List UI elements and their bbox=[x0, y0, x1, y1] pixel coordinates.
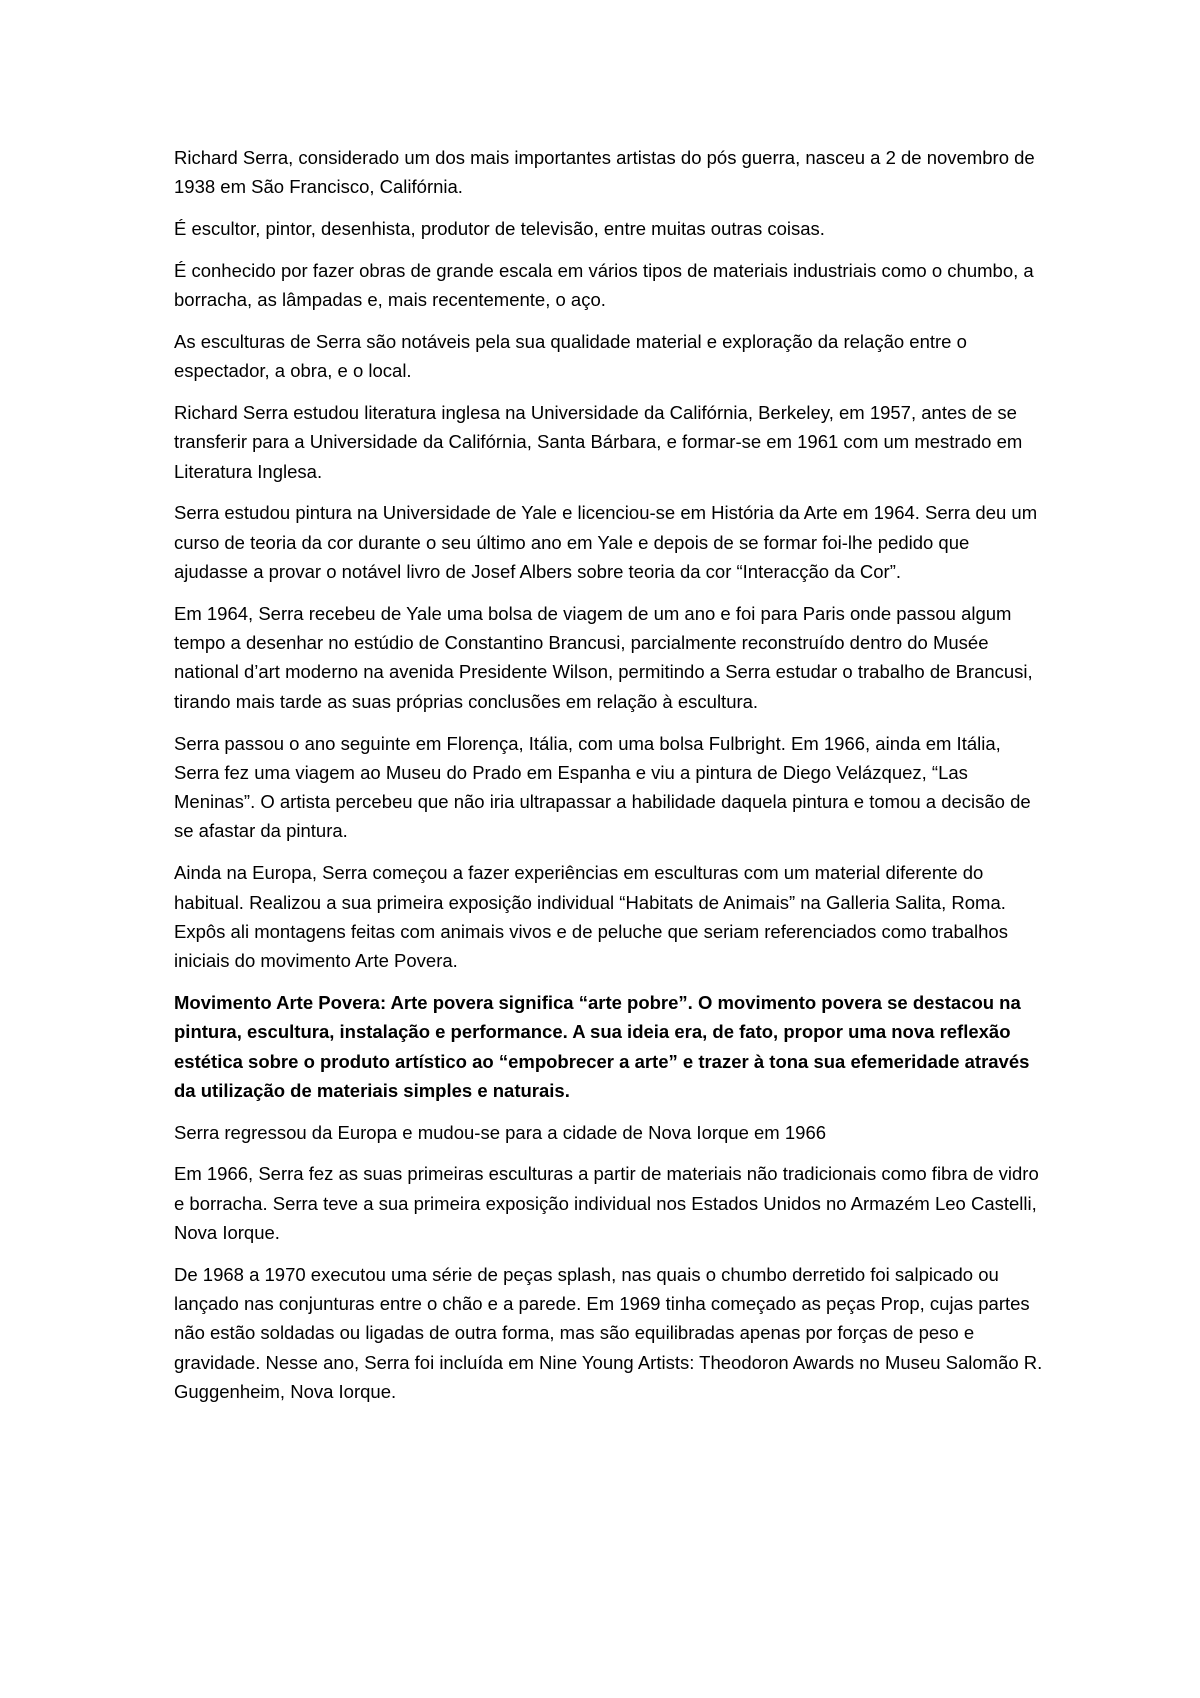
paragraph-yale: Serra estudou pintura na Universidade de Yale e licenciou-se em História da Arte em 1964. Serra deu um curso de teoria da cor durante o seu último ano em Yale e depois de se formar foi-lhe pedido que ajudasse a provar o notável livro de Josef Albers sobre teoria da cor “Interacção da Cor”. bbox=[174, 502, 1038, 583]
paragraph-sculptures: As esculturas de Serra são notáveis pela sua qualidade material e exploração da relação entre o espectador, a obra, e o local. bbox=[174, 330, 967, 382]
document-body bbox=[174, 143, 1044, 1419]
paragraph-arte-povera: Movimento Arte Povera: Arte povera significa “arte pobre”. O movimento povera se destacou na pintura, escultura, instalação e performance. A sua ideia era, de fato, propor uma nova reflexão estética sobre o produto artístico ao “empobrecer a arte” e trazer à tona sua efemeridade através da utilização de materiais simples e naturais. bbox=[174, 991, 1030, 1101]
paragraph-europe: Ainda na Europa, Serra começou a fazer experiências em esculturas com um material diferente do habitual. Realizou a sua primeira exposição individual “Habitats de Animais” na Galleria Salita, Roma. Expôs ali montagens feitas com animais vivos e de peluche que seriam referenciados como trabalhos iniciais do movimento Arte Povera. bbox=[174, 862, 1008, 972]
paragraph-first-sculptures: Em 1966, Serra fez as suas primeiras esculturas a partir de materiais não tradicionais como fibra de vidro e borracha. Serra teve a sua primeira exposição individual nos Estados Unidos no Armazém Leo Castelli, Nova Iorque. bbox=[174, 1163, 1039, 1243]
paragraph-splash-pieces: De 1968 a 1970 executou uma série de peças splash, nas quais o chumbo derretido foi salpicado ou lançado nas conjunturas entre o chão e a parede. Em 1969 tinha começado as peças Prop, cujas partes não estão soldadas ou ligadas de outra forma, mas são equilibradas apenas por forças de peso e gravidade. Nesse ano, Serra foi incluída em Nine Young Artists: Theodoron Awards no Museu Salomão R. Guggenheim, Nova Iorque. bbox=[174, 1263, 1043, 1402]
paragraph-materials: É conhecido por fazer obras de grande escala em vários tipos de materiais industriais como o chumbo, a borracha, as lâmpadas e, mais recentemente, o aço. bbox=[174, 259, 1034, 311]
paragraph-paris: Em 1964, Serra recebeu de Yale uma bolsa de viagem de um ano e foi para Paris onde passou algum tempo a desenhar no estúdio de Constantino Brancusi, parcialmente reconstruído dentro do Musée national d’art moderno na avenida Presidente Wilson, permitindo a Serra estudar o trabalho de Brancusi, tirando mais tarde as suas próprias conclusões em relação à escultura. bbox=[174, 602, 1033, 712]
paragraph-florence: Serra passou o ano seguinte em Florença, Itália, com uma bolsa Fulbright. Em 1966, ainda em Itália, Serra fez uma viagem ao Museu do Prado em Espanha e viu a pintura de Diego Velázquez, “Las Meninas”. O artista percebeu que não iria ultrapassar a habilidade daquela pintura e tomou a decisão de se afastar da pintura. bbox=[174, 732, 1031, 842]
paragraph-professions: É escultor, pintor, desenhista, produtor de televisão, entre muitas outras coisas. bbox=[174, 218, 825, 240]
paragraph-birth: Richard Serra, considerado um dos mais importantes artistas do pós guerra, nasceu a 2 de novembro de 1938 em São Francisco, Califórnia. bbox=[174, 147, 1035, 198]
paragraph-new-york-return: Serra regressou da Europa e mudou-se para a cidade de Nova Iorque em 1966 bbox=[174, 1121, 827, 1143]
paragraph-literature-studies: Richard Serra estudou literatura inglesa na Universidade da Califórnia, Berkeley, em 1957, antes de se transferir para a Universidade da Califórnia, Santa Bárbara, e formar-se em 1961 com um mestrado em Literatura Inglesa. bbox=[174, 402, 1023, 482]
